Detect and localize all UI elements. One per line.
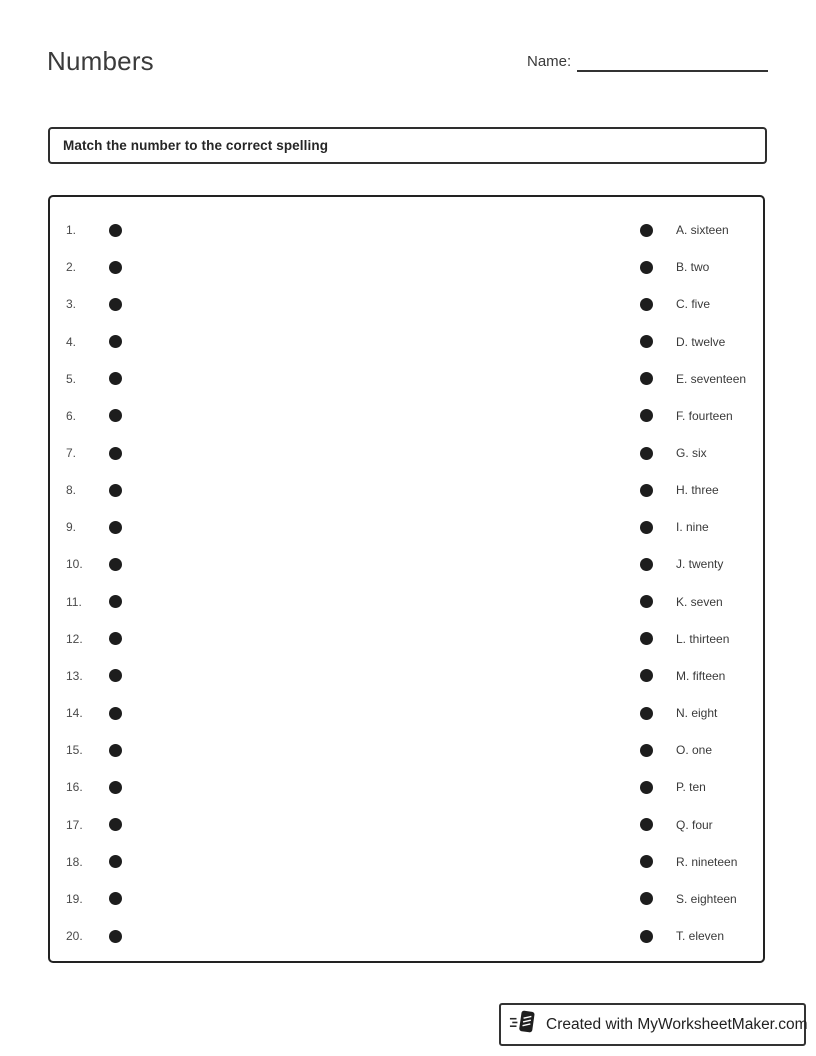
name-field: [527, 51, 768, 72]
left-match-dot[interactable]: [109, 855, 122, 868]
question-number: 15.: [66, 743, 83, 758]
right-match-dot[interactable]: [640, 818, 653, 831]
question-number: 14.: [66, 706, 83, 721]
question-number: 20.: [66, 929, 83, 944]
left-match-dot[interactable]: [109, 261, 122, 274]
question-number: 7.: [66, 446, 77, 461]
question-number: 3.: [66, 297, 77, 312]
right-match-dot[interactable]: [640, 298, 653, 311]
footer-credit-box: [499, 1003, 806, 1046]
right-match-dot[interactable]: [640, 744, 653, 757]
answer-option: F. fourteen: [676, 408, 733, 423]
right-match-dot[interactable]: [640, 892, 653, 905]
left-match-dot[interactable]: [109, 669, 122, 682]
match-row: [50, 212, 763, 249]
answer-option: J. twenty: [676, 557, 724, 572]
match-row: [50, 880, 763, 917]
worksheetmaker-logo-icon: [509, 1007, 539, 1042]
left-match-dot[interactable]: [109, 298, 122, 311]
right-match-dot[interactable]: [640, 558, 653, 571]
answer-option: E. seventeen: [676, 371, 747, 386]
answer-option: N. eight: [676, 706, 718, 721]
right-match-dot[interactable]: [640, 707, 653, 720]
page-title: Numbers: [47, 46, 154, 76]
answer-option: S. eighteen: [676, 891, 737, 906]
matching-exercise: [48, 195, 765, 963]
right-match-dot[interactable]: [640, 447, 653, 460]
right-match-dot[interactable]: [640, 781, 653, 794]
answer-option: P. ten: [676, 780, 706, 795]
match-row: [50, 620, 763, 657]
question-number: 17.: [66, 817, 83, 832]
right-match-dot[interactable]: [640, 595, 653, 608]
answer-option: B. two: [676, 260, 710, 275]
left-match-dot[interactable]: [109, 632, 122, 645]
left-match-dot[interactable]: [109, 930, 122, 943]
right-match-dot[interactable]: [640, 224, 653, 237]
question-number: 12.: [66, 631, 83, 646]
answer-option: G. six: [676, 446, 707, 461]
match-row: [50, 360, 763, 397]
left-match-dot[interactable]: [109, 558, 122, 571]
right-match-dot[interactable]: [640, 409, 653, 422]
match-row: [50, 472, 763, 509]
question-number: 2.: [66, 260, 77, 275]
name-blank-line[interactable]: [577, 51, 768, 72]
question-number: 8.: [66, 483, 77, 498]
right-match-dot[interactable]: [640, 632, 653, 645]
instruction-text: Match the number to the correct spelling: [63, 138, 329, 153]
left-match-dot[interactable]: [109, 595, 122, 608]
match-row: [50, 769, 763, 806]
right-match-dot[interactable]: [640, 855, 653, 868]
instruction-box: [48, 127, 767, 164]
answer-option: H. three: [676, 483, 719, 498]
answer-option: L. thirteen: [676, 631, 730, 646]
right-match-dot[interactable]: [640, 669, 653, 682]
left-match-dot[interactable]: [109, 335, 122, 348]
match-row: [50, 917, 763, 954]
match-row: [50, 286, 763, 323]
answer-option: O. one: [676, 743, 713, 758]
match-row: [50, 323, 763, 360]
answer-option: R. nineteen: [676, 854, 738, 869]
question-number: 10.: [66, 557, 83, 572]
match-row: [50, 806, 763, 843]
answer-option: D. twelve: [676, 334, 726, 349]
question-number: 6.: [66, 408, 77, 423]
right-match-dot[interactable]: [640, 484, 653, 497]
footer-credit-text: Created with MyWorksheetMaker.com: [546, 1015, 808, 1033]
left-match-dot[interactable]: [109, 484, 122, 497]
question-number: 9.: [66, 520, 77, 535]
answer-option: M. fifteen: [676, 668, 726, 683]
question-number: 13.: [66, 668, 83, 683]
left-match-dot[interactable]: [109, 781, 122, 794]
left-match-dot[interactable]: [109, 409, 122, 422]
question-number: 4.: [66, 334, 77, 349]
match-row: [50, 509, 763, 546]
left-match-dot[interactable]: [109, 707, 122, 720]
left-match-dot[interactable]: [109, 224, 122, 237]
match-row: [50, 249, 763, 286]
match-row: [50, 397, 763, 434]
left-match-dot[interactable]: [109, 521, 122, 534]
question-number: 5.: [66, 371, 77, 386]
question-number: 16.: [66, 780, 83, 795]
match-row: [50, 657, 763, 694]
match-row: [50, 695, 763, 732]
name-label: Name:: [527, 53, 572, 70]
right-match-dot[interactable]: [640, 521, 653, 534]
answer-option: Q. four: [676, 817, 713, 832]
match-row: [50, 546, 763, 583]
answer-option: A. sixteen: [676, 223, 729, 238]
right-match-dot[interactable]: [640, 930, 653, 943]
left-match-dot[interactable]: [109, 892, 122, 905]
question-number: 19.: [66, 891, 83, 906]
match-row: [50, 843, 763, 880]
answer-option: C. five: [676, 297, 711, 312]
left-match-dot[interactable]: [109, 744, 122, 757]
question-number: 18.: [66, 854, 83, 869]
left-match-dot[interactable]: [109, 447, 122, 460]
left-match-dot[interactable]: [109, 818, 122, 831]
right-match-dot[interactable]: [640, 372, 653, 385]
question-number: 1.: [66, 223, 77, 238]
match-rows: [50, 212, 763, 955]
answer-option: T. eleven: [676, 929, 725, 944]
left-match-dot[interactable]: [109, 372, 122, 385]
match-row: [50, 434, 763, 471]
question-number: 11.: [66, 594, 82, 609]
answer-option: I. nine: [676, 520, 709, 535]
right-match-dot[interactable]: [640, 261, 653, 274]
match-row: [50, 583, 763, 620]
right-match-dot[interactable]: [640, 335, 653, 348]
answer-option: K. seven: [676, 594, 723, 609]
match-row: [50, 732, 763, 769]
